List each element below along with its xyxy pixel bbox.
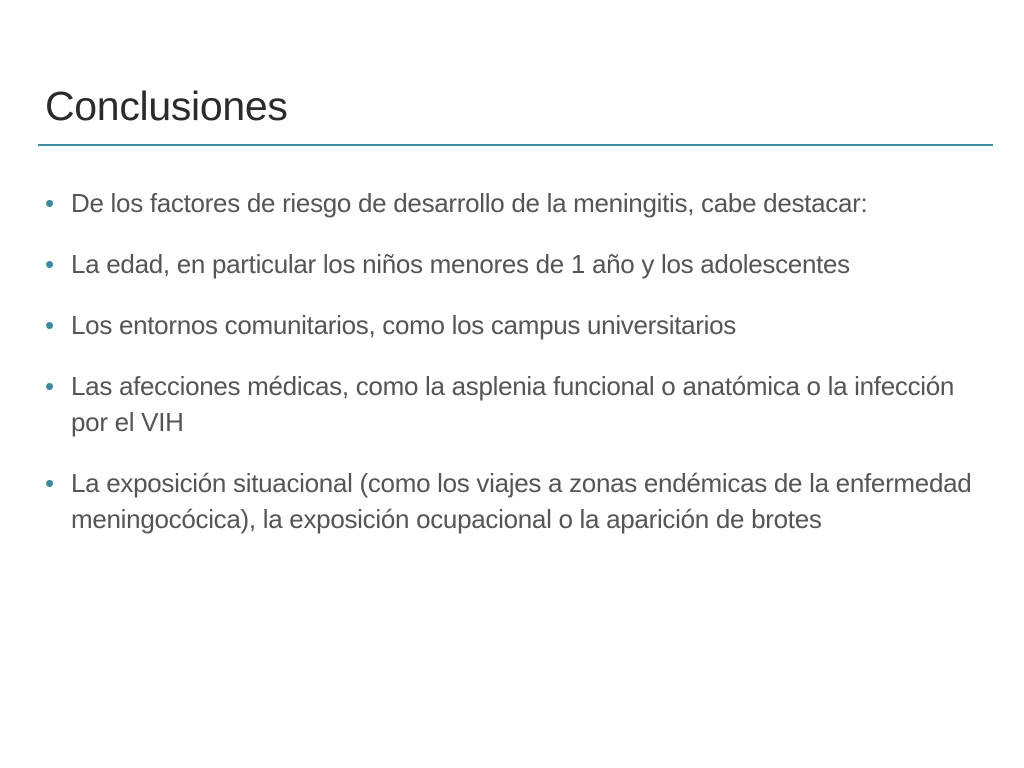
bullet-item xyxy=(45,368,985,440)
bullet-dot-icon: • xyxy=(45,371,55,401)
bullet-dot-icon: • xyxy=(45,468,55,498)
title-divider xyxy=(38,144,993,146)
slide-title: Conclusiones xyxy=(45,83,288,129)
bullet-list xyxy=(45,185,985,562)
bullet-item xyxy=(45,465,985,537)
bullet-item xyxy=(45,185,985,221)
bullet-item xyxy=(45,246,985,282)
bullet-text: Los entornos comunitarios, como los campus universitarios xyxy=(71,310,736,340)
bullet-text: La edad, en particular los niños menores de 1 año y los adolescentes xyxy=(71,249,850,279)
bullet-text: De los factores de riesgo de desarrollo de la meningitis, cabe destacar: xyxy=(71,188,868,218)
bullet-dot-icon: • xyxy=(45,310,55,340)
bullet-dot-icon: • xyxy=(45,188,55,218)
bullet-text: La exposición situacional (como los viajes a zonas endémicas de la enfermedad meningocócica), la exposición ocupacional o la aparición de brotes xyxy=(71,468,972,534)
bullet-dot-icon: • xyxy=(45,249,55,279)
bullet-text: Las afecciones médicas, como la asplenia funcional o anatómica o la infección por el VIH xyxy=(71,371,955,437)
bullet-item xyxy=(45,307,985,343)
